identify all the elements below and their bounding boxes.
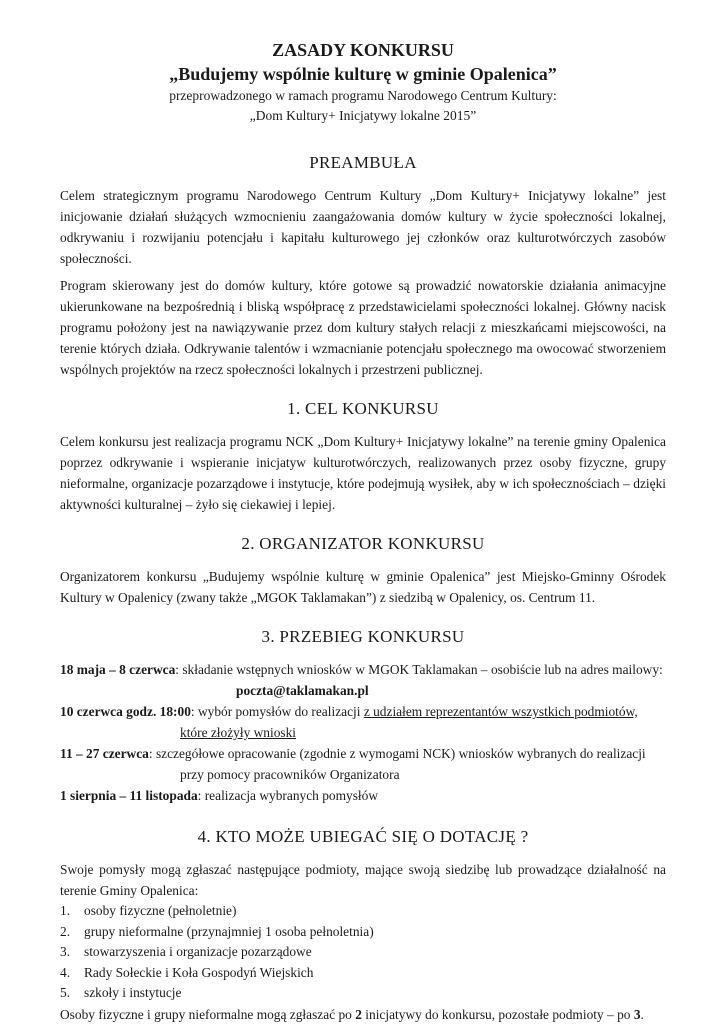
- limit-informal: 2: [355, 1006, 362, 1022]
- kto-intro: Swoje pomysły mogą zgłaszać następujące podmioty, mające swoją siedzibę lub prowadzące działalność na terenie Gminy Opalenica:: [60, 862, 666, 898]
- program-name: „Dom Kultury+ Inicjatywy lokalne 2015”: [249, 108, 477, 123]
- contest-name: „Budujemy wspólnie kulturę w gminie Opalenica”: [169, 64, 557, 84]
- list-item: 2. grupy nieformalne (przynajmniej 1 osoba pełnoletnia): [60, 923, 374, 939]
- heading-kto-moze: 4. KTO MOŻE UBIEGAĆ SIĘ O DOTACJĘ ?: [197, 827, 529, 846]
- schedule-text: : składanie wstępnych wniosków w MGOK Taklamakan – osobiście lub na adres mailowy:: [175, 662, 663, 677]
- heading-organizator: 2. ORGANIZATOR KONKURSU: [241, 534, 485, 553]
- schedule-continuation: [60, 722, 666, 743]
- list-item: 3. stowarzyszenia i organizacje pozarządowe: [60, 944, 312, 959]
- schedule-row: [60, 701, 666, 722]
- list-item: 1. osoby fizyczne (pełnoletnie): [60, 903, 237, 918]
- list-item: 4. Rady Sołeckie i Koła Gospodyń Wiejskich: [60, 964, 314, 980]
- heading-preambula: PREAMBUŁA: [309, 153, 417, 172]
- eligible-entities-list: [60, 901, 666, 1004]
- schedule-row: [60, 743, 666, 764]
- heading-przebieg: 3. PRZEBIEG KONKURSU: [261, 627, 465, 646]
- limit-other: 3: [633, 1006, 641, 1022]
- schedule-text: : szczegółowe opracowanie (zgodnie z wymogami NCK) wniosków wybranych do realizacji: [148, 746, 646, 761]
- schedule-continuation: przy pomocy pracowników Organizatora: [180, 767, 400, 782]
- schedule-row: [60, 659, 666, 680]
- schedule-text: : realizacja wybranych pomysłów: [197, 788, 378, 803]
- cel-paragraph: Celem konkursu jest realizacja programu NCK „Dom Kultury+ Inicjatywy lokalne” na terenie gminy Opalenica poprzez odkrywanie i wspieranie inicjatyw kulturotwórczych, realizowanych przez osoby fizyczne, grupy nieformalne, organizacje pozarządowe i instytucje, które podejmują wysiłek, aby w ich społecznościach – dzięki aktywności kulturalnej – żyło się ciekawiej i lepiej.: [60, 434, 666, 512]
- schedule-date: 11 – 27 czerwca: [60, 746, 149, 761]
- schedule-text: : wybór pomysłów do realizacji: [190, 704, 364, 719]
- schedule-underlined-text: z udziałem reprezentantów wszystkich podmiotów,: [363, 704, 638, 719]
- schedule-row: [60, 785, 666, 806]
- organizator-paragraph: Organizatorem konkursu „Budujemy wspólnie kulturę w gminie Opalenica” jest Miejsko-Gminny Ośrodek Kultury w Opalenicy (zwany także „MGOK Taklamakan”) z siedzibą w Opalenicy, os. Centrum 11.: [60, 569, 666, 605]
- schedule-date: 10 czerwca godz. 18:00: [60, 704, 191, 719]
- schedule-date: 18 maja – 8 czerwca: [60, 662, 176, 677]
- document-page: [60, 38, 666, 1025]
- preambula-paragraph-1: Celem strategicznym programu Narodowego Centrum Kultury „Dom Kultury+ Inicjatywy lokalne” jest inicjowanie działań służących wzmocnieniu zaangażowania domów kultury w życie społeczności lokalnej, odkrywaniu i rozwijaniu potencjału i kapitału kulturowego jej członków oraz kulturotwórczych zasobów społeczności.: [60, 188, 666, 266]
- schedule-date: 1 sierpnia – 11 listopada: [60, 788, 198, 803]
- list-item: 5. szkoły i instytucje: [60, 985, 182, 1000]
- preambula-paragraph-2: Program skierowany jest do domów kultury, które gotowe są prowadzić nowatorskie działania animacyjne ukierunkowane na bezpośrednią i bliską współpracę z przedstawicielami społeczności lokalnej. Główny nacisk programu położony jest na nawiązywanie przez dom kultury stałych relacji z mieszkańcami miejscowości, na terenie których działa. Odkrywanie talentów i wzmacnianie potencjału społecznego ma owocować stworzeniem wspólnych projektów na rzecz społeczności lokalnych i przestrzeni publicznej.: [60, 278, 666, 377]
- program-line: przeprowadzonego w ramach programu Narodowego Centrum Kultury:: [169, 88, 557, 103]
- heading-cel-konkursu: 1. CEL KONKURSU: [287, 399, 439, 418]
- kto-closing: Osoby fizyczne i grupy nieformalne mogą zgłaszać po 2 inicjatywy do konkursu, pozostałe podmioty – po 3.: [60, 1006, 644, 1022]
- schedule-underlined-text: które złożyły wnioski: [180, 725, 297, 740]
- email-address: poczta@taklamakan.pl: [236, 683, 369, 698]
- document-title: ZASADY KONKURSU: [272, 40, 454, 60]
